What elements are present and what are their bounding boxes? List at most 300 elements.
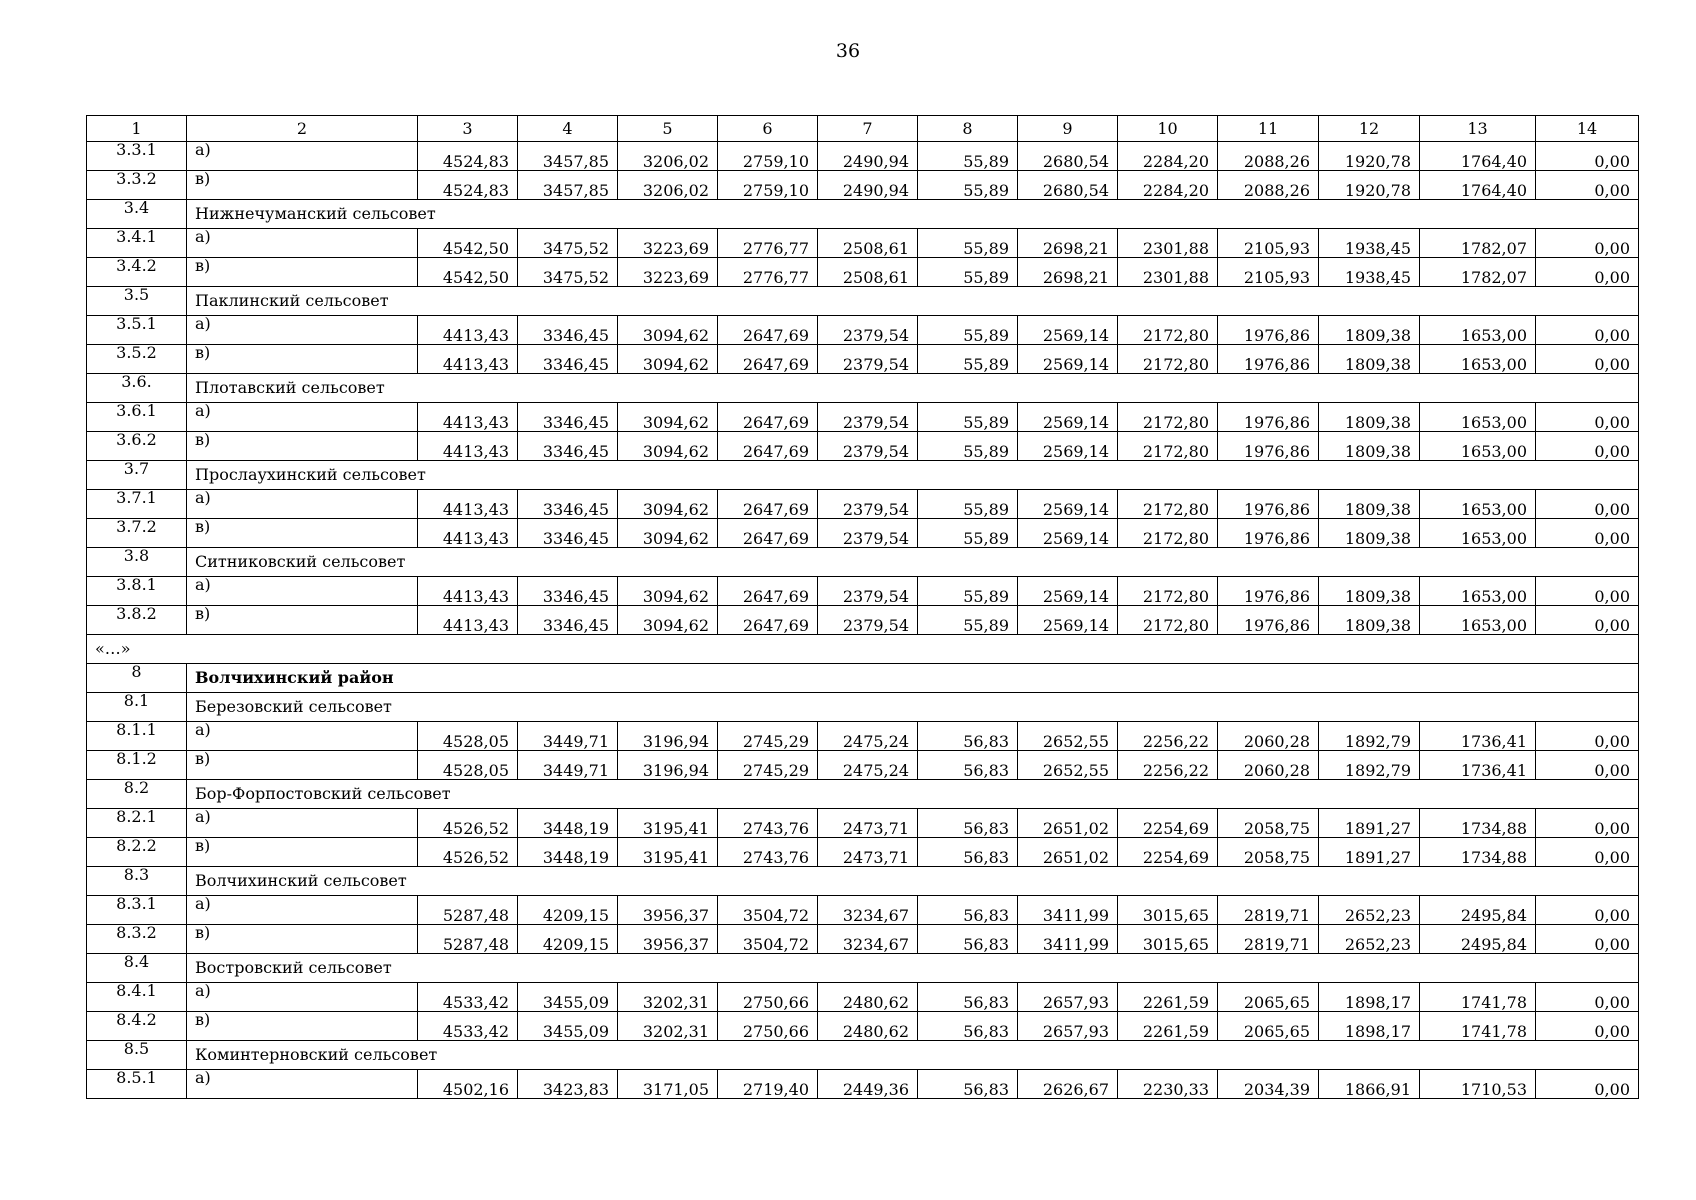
row-label: а) xyxy=(187,577,418,606)
value-cell: 3956,37 xyxy=(618,925,718,954)
value-cell: 2490,94 xyxy=(818,142,918,171)
section-title: Нижнечуманский сельсовет xyxy=(187,200,1639,229)
value-cell: 2569,14 xyxy=(1018,490,1118,519)
table-row xyxy=(87,1012,1639,1041)
value-cell: 2065,65 xyxy=(1218,1012,1319,1041)
value-cell: 3448,19 xyxy=(518,809,618,838)
value-cell: 1976,86 xyxy=(1218,345,1319,374)
value-cell: 4542,50 xyxy=(418,258,518,287)
value-cell: 1976,86 xyxy=(1218,577,1319,606)
value-cell: 0,00 xyxy=(1536,838,1639,867)
column-header: 12 xyxy=(1319,116,1420,142)
value-cell: 2379,54 xyxy=(818,403,918,432)
value-cell: 2651,02 xyxy=(1018,809,1118,838)
value-cell: 2745,29 xyxy=(718,722,818,751)
value-cell: 1809,38 xyxy=(1319,490,1420,519)
row-label: а) xyxy=(187,722,418,751)
value-cell: 2058,75 xyxy=(1218,809,1319,838)
section-title: Бор-Форпостовский сельсовет xyxy=(187,780,1639,809)
section-number: 8.5 xyxy=(87,1041,187,1070)
value-cell: 3346,45 xyxy=(518,577,618,606)
header-row xyxy=(87,116,1639,142)
column-header: 6 xyxy=(718,116,818,142)
value-cell: 3206,02 xyxy=(618,171,718,200)
value-cell: 3196,94 xyxy=(618,722,718,751)
value-cell: 2495,84 xyxy=(1420,896,1536,925)
value-cell: 0,00 xyxy=(1536,577,1639,606)
row-label: в) xyxy=(187,1012,418,1041)
value-cell: 2647,69 xyxy=(718,345,818,374)
value-cell: 3449,71 xyxy=(518,751,618,780)
row-number: 8.4.2 xyxy=(87,1012,187,1041)
value-cell: 0,00 xyxy=(1536,490,1639,519)
value-cell: 2480,62 xyxy=(818,983,918,1012)
value-cell: 1736,41 xyxy=(1420,722,1536,751)
value-cell: 3094,62 xyxy=(618,606,718,635)
section-row xyxy=(87,548,1639,577)
value-cell: 2680,54 xyxy=(1018,171,1118,200)
value-cell: 1809,38 xyxy=(1319,345,1420,374)
section-row xyxy=(87,693,1639,722)
value-cell: 1809,38 xyxy=(1319,606,1420,635)
value-cell: 3094,62 xyxy=(618,519,718,548)
column-header: 9 xyxy=(1018,116,1118,142)
value-cell: 1653,00 xyxy=(1420,606,1536,635)
value-cell: 0,00 xyxy=(1536,606,1639,635)
value-cell: 0,00 xyxy=(1536,751,1639,780)
value-cell: 3234,67 xyxy=(818,925,918,954)
row-number: 3.5.1 xyxy=(87,316,187,345)
row-number: 3.4.1 xyxy=(87,229,187,258)
value-cell: 2060,28 xyxy=(1218,751,1319,780)
section-number: 3.5 xyxy=(87,287,187,316)
value-cell: 2652,55 xyxy=(1018,722,1118,751)
value-cell: 1809,38 xyxy=(1319,519,1420,548)
value-cell: 55,89 xyxy=(918,577,1018,606)
table-row xyxy=(87,1070,1639,1099)
value-cell: 4413,43 xyxy=(418,490,518,519)
value-cell: 2508,61 xyxy=(818,258,918,287)
value-cell: 2172,80 xyxy=(1118,316,1218,345)
row-number: 3.5.2 xyxy=(87,345,187,374)
table-row xyxy=(87,432,1639,461)
value-cell: 2379,54 xyxy=(818,345,918,374)
value-cell: 1782,07 xyxy=(1420,229,1536,258)
row-label: а) xyxy=(187,490,418,519)
value-cell: 2473,71 xyxy=(818,809,918,838)
value-cell: 1892,79 xyxy=(1319,751,1420,780)
row-label: в) xyxy=(187,925,418,954)
column-header: 13 xyxy=(1420,116,1536,142)
value-cell: 4413,43 xyxy=(418,432,518,461)
section-number: 8.3 xyxy=(87,867,187,896)
column-header: 2 xyxy=(187,116,418,142)
value-cell: 1764,40 xyxy=(1420,142,1536,171)
value-cell: 2776,77 xyxy=(718,229,818,258)
table-row xyxy=(87,171,1639,200)
row-number: 8.2.2 xyxy=(87,838,187,867)
value-cell: 1976,86 xyxy=(1218,490,1319,519)
table-row xyxy=(87,809,1639,838)
value-cell: 1976,86 xyxy=(1218,606,1319,635)
value-cell: 2569,14 xyxy=(1018,345,1118,374)
value-cell: 56,83 xyxy=(918,896,1018,925)
row-number: 8.1.1 xyxy=(87,722,187,751)
value-cell: 4209,15 xyxy=(518,925,618,954)
ellipsis-mark: «…» xyxy=(87,635,1639,664)
value-cell: 4413,43 xyxy=(418,345,518,374)
value-cell: 4524,83 xyxy=(418,142,518,171)
value-cell: 2759,10 xyxy=(718,142,818,171)
value-cell: 1764,40 xyxy=(1420,171,1536,200)
value-cell: 3457,85 xyxy=(518,142,618,171)
section-row xyxy=(87,664,1639,693)
value-cell: 56,83 xyxy=(918,722,1018,751)
value-cell: 2379,54 xyxy=(818,606,918,635)
value-cell: 0,00 xyxy=(1536,983,1639,1012)
row-number: 3.3.1 xyxy=(87,142,187,171)
value-cell: 2105,93 xyxy=(1218,258,1319,287)
value-cell: 3171,05 xyxy=(618,1070,718,1099)
value-cell: 0,00 xyxy=(1536,258,1639,287)
row-number: 8.3.2 xyxy=(87,925,187,954)
row-label: в) xyxy=(187,345,418,374)
value-cell: 4209,15 xyxy=(518,896,618,925)
value-cell: 2819,71 xyxy=(1218,925,1319,954)
value-cell: 3202,31 xyxy=(618,1012,718,1041)
value-cell: 2230,33 xyxy=(1118,1070,1218,1099)
row-label: а) xyxy=(187,316,418,345)
section-number: 8.4 xyxy=(87,954,187,983)
value-cell: 2652,23 xyxy=(1319,896,1420,925)
value-cell: 56,83 xyxy=(918,925,1018,954)
value-cell: 3504,72 xyxy=(718,896,818,925)
value-cell: 2058,75 xyxy=(1218,838,1319,867)
section-number: 3.4 xyxy=(87,200,187,229)
value-cell: 56,83 xyxy=(918,1012,1018,1041)
value-cell: 1653,00 xyxy=(1420,519,1536,548)
value-cell: 56,83 xyxy=(918,1070,1018,1099)
row-number: 3.6.2 xyxy=(87,432,187,461)
value-cell: 56,83 xyxy=(918,983,1018,1012)
section-title: Ситниковский сельсовет xyxy=(187,548,1639,577)
value-cell: 3196,94 xyxy=(618,751,718,780)
value-cell: 2647,69 xyxy=(718,606,818,635)
value-cell: 3411,99 xyxy=(1018,896,1118,925)
section-row xyxy=(87,1041,1639,1070)
row-label: а) xyxy=(187,229,418,258)
table-row xyxy=(87,403,1639,432)
column-header: 11 xyxy=(1218,116,1319,142)
section-title: Волчихинский район xyxy=(187,664,1639,693)
section-number: 8.1 xyxy=(87,693,187,722)
value-cell: 5287,48 xyxy=(418,925,518,954)
value-cell: 2172,80 xyxy=(1118,345,1218,374)
value-cell: 3346,45 xyxy=(518,345,618,374)
value-cell: 2819,71 xyxy=(1218,896,1319,925)
row-label: а) xyxy=(187,983,418,1012)
value-cell: 2508,61 xyxy=(818,229,918,258)
table-row xyxy=(87,258,1639,287)
value-cell: 3475,52 xyxy=(518,258,618,287)
value-cell: 3094,62 xyxy=(618,345,718,374)
value-cell: 55,89 xyxy=(918,229,1018,258)
column-header: 5 xyxy=(618,116,718,142)
column-header: 10 xyxy=(1118,116,1218,142)
table-row xyxy=(87,229,1639,258)
value-cell: 3346,45 xyxy=(518,316,618,345)
value-cell: 3202,31 xyxy=(618,983,718,1012)
value-cell: 1736,41 xyxy=(1420,751,1536,780)
value-cell: 3346,45 xyxy=(518,490,618,519)
value-cell: 1891,27 xyxy=(1319,838,1420,867)
value-cell: 2569,14 xyxy=(1018,316,1118,345)
section-title: Березовский сельсовет xyxy=(187,693,1639,722)
value-cell: 1891,27 xyxy=(1319,809,1420,838)
value-cell: 1710,53 xyxy=(1420,1070,1536,1099)
value-cell: 1734,88 xyxy=(1420,838,1536,867)
value-cell: 0,00 xyxy=(1536,229,1639,258)
table-row xyxy=(87,345,1639,374)
value-cell: 1809,38 xyxy=(1319,403,1420,432)
section-row xyxy=(87,954,1639,983)
value-cell: 2759,10 xyxy=(718,171,818,200)
value-cell: 0,00 xyxy=(1536,809,1639,838)
value-cell: 2750,66 xyxy=(718,1012,818,1041)
row-label: а) xyxy=(187,403,418,432)
value-cell: 1866,91 xyxy=(1319,1070,1420,1099)
value-cell: 3195,41 xyxy=(618,809,718,838)
section-title: Коминтерновский сельсовет xyxy=(187,1041,1639,1070)
value-cell: 3956,37 xyxy=(618,896,718,925)
value-cell: 2261,59 xyxy=(1118,1012,1218,1041)
value-cell: 2172,80 xyxy=(1118,519,1218,548)
row-number: 3.3.2 xyxy=(87,171,187,200)
value-cell: 55,89 xyxy=(918,171,1018,200)
value-cell: 2379,54 xyxy=(818,577,918,606)
value-cell: 4528,05 xyxy=(418,722,518,751)
value-cell: 1898,17 xyxy=(1319,983,1420,1012)
value-cell: 0,00 xyxy=(1536,925,1639,954)
value-cell: 55,89 xyxy=(918,258,1018,287)
value-cell: 2254,69 xyxy=(1118,809,1218,838)
value-cell: 1920,78 xyxy=(1319,142,1420,171)
section-title: Волчихинский сельсовет xyxy=(187,867,1639,896)
value-cell: 4502,16 xyxy=(418,1070,518,1099)
value-cell: 2495,84 xyxy=(1420,925,1536,954)
table-body xyxy=(87,116,1639,1099)
value-cell: 4413,43 xyxy=(418,577,518,606)
value-cell: 55,89 xyxy=(918,606,1018,635)
value-cell: 3346,45 xyxy=(518,606,618,635)
value-cell: 2473,71 xyxy=(818,838,918,867)
value-cell: 3504,72 xyxy=(718,925,818,954)
value-cell: 1809,38 xyxy=(1319,577,1420,606)
table-row xyxy=(87,751,1639,780)
value-cell: 2719,40 xyxy=(718,1070,818,1099)
section-title: Плотавский сельсовет xyxy=(187,374,1639,403)
value-cell: 55,89 xyxy=(918,345,1018,374)
row-number: 3.8.1 xyxy=(87,577,187,606)
value-cell: 4526,52 xyxy=(418,809,518,838)
row-label: в) xyxy=(187,838,418,867)
table-row xyxy=(87,925,1639,954)
value-cell: 55,89 xyxy=(918,490,1018,519)
value-cell: 2647,69 xyxy=(718,432,818,461)
value-cell: 2647,69 xyxy=(718,577,818,606)
value-cell: 1976,86 xyxy=(1218,316,1319,345)
value-cell: 0,00 xyxy=(1536,171,1639,200)
table-row xyxy=(87,142,1639,171)
value-cell: 2261,59 xyxy=(1118,983,1218,1012)
section-title: Прослаухинский сельсовет xyxy=(187,461,1639,490)
table-row xyxy=(87,519,1639,548)
value-cell: 2256,22 xyxy=(1118,722,1218,751)
row-label: в) xyxy=(187,519,418,548)
row-label: в) xyxy=(187,606,418,635)
value-cell: 2379,54 xyxy=(818,490,918,519)
value-cell: 2647,69 xyxy=(718,519,818,548)
value-cell: 0,00 xyxy=(1536,316,1639,345)
row-number: 8.1.2 xyxy=(87,751,187,780)
value-cell: 2379,54 xyxy=(818,432,918,461)
value-cell: 2475,24 xyxy=(818,751,918,780)
section-number: 8 xyxy=(87,664,187,693)
value-cell: 3455,09 xyxy=(518,983,618,1012)
value-cell: 2652,23 xyxy=(1319,925,1420,954)
value-cell: 2254,69 xyxy=(1118,838,1218,867)
value-cell: 55,89 xyxy=(918,316,1018,345)
value-cell: 2743,76 xyxy=(718,838,818,867)
value-cell: 3234,67 xyxy=(818,896,918,925)
page-number: 36 xyxy=(835,40,861,62)
value-cell: 3346,45 xyxy=(518,432,618,461)
value-cell: 0,00 xyxy=(1536,142,1639,171)
value-cell: 2301,88 xyxy=(1118,258,1218,287)
section-number: 3.7 xyxy=(87,461,187,490)
value-cell: 2647,69 xyxy=(718,316,818,345)
column-header: 3 xyxy=(418,116,518,142)
value-cell: 2776,77 xyxy=(718,258,818,287)
value-cell: 1920,78 xyxy=(1319,171,1420,200)
section-title: Паклинский сельсовет xyxy=(187,287,1639,316)
value-cell: 1734,88 xyxy=(1420,809,1536,838)
table-row xyxy=(87,838,1639,867)
row-number: 8.5.1 xyxy=(87,1070,187,1099)
column-header: 4 xyxy=(518,116,618,142)
value-cell: 2172,80 xyxy=(1118,403,1218,432)
value-cell: 2060,28 xyxy=(1218,722,1319,751)
value-cell: 2379,54 xyxy=(818,316,918,345)
value-cell: 2626,67 xyxy=(1018,1070,1118,1099)
section-number: 8.2 xyxy=(87,780,187,809)
value-cell: 1782,07 xyxy=(1420,258,1536,287)
value-cell: 4413,43 xyxy=(418,606,518,635)
value-cell: 2284,20 xyxy=(1118,171,1218,200)
column-header: 14 xyxy=(1536,116,1639,142)
value-cell: 1809,38 xyxy=(1319,432,1420,461)
row-number: 8.4.1 xyxy=(87,983,187,1012)
table-row xyxy=(87,577,1639,606)
value-cell: 4542,50 xyxy=(418,229,518,258)
value-cell: 0,00 xyxy=(1536,1070,1639,1099)
value-cell: 4533,42 xyxy=(418,983,518,1012)
value-cell: 1976,86 xyxy=(1218,403,1319,432)
value-cell: 1653,00 xyxy=(1420,490,1536,519)
value-cell: 3411,99 xyxy=(1018,925,1118,954)
row-number: 3.7.1 xyxy=(87,490,187,519)
value-cell: 3015,65 xyxy=(1118,896,1218,925)
value-cell: 2698,21 xyxy=(1018,229,1118,258)
row-number: 3.7.2 xyxy=(87,519,187,548)
value-cell: 1938,45 xyxy=(1319,258,1420,287)
section-row xyxy=(87,780,1639,809)
value-cell: 3346,45 xyxy=(518,403,618,432)
value-cell: 2647,69 xyxy=(718,490,818,519)
value-cell: 3448,19 xyxy=(518,838,618,867)
value-cell: 4526,52 xyxy=(418,838,518,867)
value-cell: 2680,54 xyxy=(1018,142,1118,171)
row-label: а) xyxy=(187,1070,418,1099)
value-cell: 56,83 xyxy=(918,809,1018,838)
value-cell: 0,00 xyxy=(1536,1012,1639,1041)
value-cell: 2284,20 xyxy=(1118,142,1218,171)
section-number: 3.6. xyxy=(87,374,187,403)
value-cell: 3346,45 xyxy=(518,519,618,548)
value-cell: 4413,43 xyxy=(418,316,518,345)
value-cell: 0,00 xyxy=(1536,519,1639,548)
value-cell: 1653,00 xyxy=(1420,316,1536,345)
value-cell: 2652,55 xyxy=(1018,751,1118,780)
section-row xyxy=(87,200,1639,229)
value-cell: 3455,09 xyxy=(518,1012,618,1041)
value-cell: 1741,78 xyxy=(1420,983,1536,1012)
value-cell: 2657,93 xyxy=(1018,1012,1118,1041)
value-cell: 55,89 xyxy=(918,519,1018,548)
column-header: 1 xyxy=(87,116,187,142)
value-cell: 1892,79 xyxy=(1319,722,1420,751)
value-cell: 2651,02 xyxy=(1018,838,1118,867)
row-label: а) xyxy=(187,809,418,838)
value-cell: 0,00 xyxy=(1536,722,1639,751)
value-cell: 3475,52 xyxy=(518,229,618,258)
table-row xyxy=(87,896,1639,925)
value-cell: 5287,48 xyxy=(418,896,518,925)
value-cell: 1976,86 xyxy=(1218,432,1319,461)
row-label: в) xyxy=(187,171,418,200)
value-cell: 1898,17 xyxy=(1319,1012,1420,1041)
row-number: 8.2.1 xyxy=(87,809,187,838)
value-cell: 4413,43 xyxy=(418,403,518,432)
row-number: 3.8.2 xyxy=(87,606,187,635)
value-cell: 2034,39 xyxy=(1218,1070,1319,1099)
value-cell: 1653,00 xyxy=(1420,345,1536,374)
value-cell: 2172,80 xyxy=(1118,577,1218,606)
table-row xyxy=(87,316,1639,345)
value-cell: 2745,29 xyxy=(718,751,818,780)
value-cell: 1653,00 xyxy=(1420,577,1536,606)
column-header: 7 xyxy=(818,116,918,142)
table-row xyxy=(87,606,1639,635)
value-cell: 1976,86 xyxy=(1218,519,1319,548)
value-cell: 3457,85 xyxy=(518,171,618,200)
value-cell: 55,89 xyxy=(918,142,1018,171)
column-header: 8 xyxy=(918,116,1018,142)
row-number: 3.4.2 xyxy=(87,258,187,287)
table-row xyxy=(87,490,1639,519)
row-label: а) xyxy=(187,896,418,925)
row-label: в) xyxy=(187,258,418,287)
